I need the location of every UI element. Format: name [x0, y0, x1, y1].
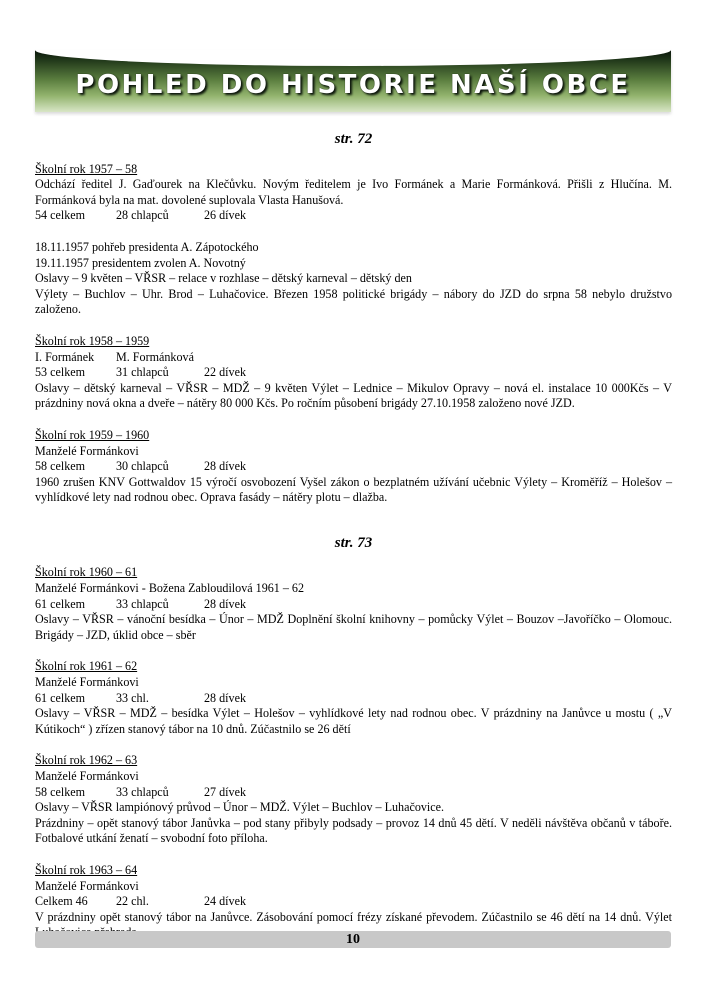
paragraph: Výlety – Buchlov – Uhr. Brod – Luhačovice. Březen 1958 politické brigády – nábory do JZD do srpna 58 nebylo družstvo založeno.	[35, 286, 672, 317]
event-line: 19.11.1957 presidentem zvolen A. Novotný	[35, 255, 246, 270]
count-boys: 33 chlapců	[116, 596, 169, 611]
count-boys: 30 chlapců	[116, 459, 169, 474]
pupil-counts	[35, 365, 672, 381]
count-girls: 27 dívek	[204, 784, 246, 799]
school-year-heading: Školní rok 1961 – 62	[35, 659, 138, 674]
header-banner	[35, 50, 671, 112]
paragraph: Oslavy – dětský karneval – VŘSR – MDŽ – 9 květen Výlet – Lednice – Mikulov Opravy – nová el. instalace 10 000Kčs – V prázdniny nová okna a dveře – nátěry 80 000 Kčs. Po ročním působení brigády 27.10.1958 založeno nové JZD.	[35, 380, 672, 411]
count-total: 61 celkem	[35, 690, 86, 705]
events-1957	[35, 240, 672, 318]
teacher-name: M. Formánková	[116, 349, 194, 364]
count-girls: 26 dívek	[204, 208, 246, 223]
pupil-counts	[35, 597, 672, 613]
school-year-heading: Školní rok 1963 – 64	[35, 862, 138, 877]
pupil-counts	[35, 459, 672, 475]
count-boys: 31 chlapců	[116, 365, 169, 380]
school-year-heading: Školní rok 1958 – 1959	[35, 333, 150, 348]
school-year-1962	[35, 753, 672, 847]
school-year-1957	[35, 162, 672, 224]
footer-bar	[35, 931, 671, 948]
count-girls: 24 dívek	[204, 894, 246, 909]
school-year-heading: Školní rok 1962 – 63	[35, 753, 138, 768]
school-year-heading: Školní rok 1957 – 58	[35, 161, 138, 176]
school-year-1958	[35, 334, 672, 412]
count-total: 61 celkem	[35, 596, 86, 611]
count-boys: 28 chlapců	[116, 208, 169, 223]
paragraph: Oslavy – VŘSR – MDŽ – besídka Výlet – Holešov – vyhlídkové lety nad rodnou obec. V prázdniny na Janůvce u mostu ( „V Kútikoch“ ) zřízen stanový tábor na 10 dnů. Zúčastnilo se 26 dětí	[35, 706, 672, 736]
page-reference-73: str. 73	[334, 534, 373, 551]
teachers: Manželé Formánkovi	[35, 675, 139, 690]
paragraph: Odchází ředitel J. Gaďourek na Klečůvku. Novým ředitelem je Ivo Formánek a Marie Formánková. Přišli z Hlučína. M. Formánková byla na mat. dovolené suplovala Vlasta Hanušová.	[35, 177, 672, 207]
pupil-counts	[35, 691, 672, 707]
teacher-name: I. Formánek	[35, 349, 95, 364]
count-girls: 28 dívek	[204, 459, 246, 474]
count-girls: 22 dívek	[204, 365, 246, 380]
event-line: Oslavy – 9 květen – VŘSR – relace v rozhlase – dětský karneval – dětský den	[35, 271, 412, 286]
count-boys: 33 chl.	[116, 690, 149, 705]
teachers: Manželé Formánkovi	[35, 443, 139, 458]
school-year-heading: Školní rok 1960 – 61	[35, 565, 138, 580]
pupil-counts	[35, 894, 672, 910]
teachers	[35, 350, 672, 366]
count-girls: 28 dívek	[204, 596, 246, 611]
teachers: Manželé Formánkovi	[35, 878, 139, 893]
page-number: 10	[346, 932, 360, 947]
school-year-1960	[35, 565, 672, 643]
pupil-counts	[35, 785, 672, 801]
paragraph: 1960 zrušen KNV Gottwaldov 15 výročí osvobození Vyšel zákon o bezplatném užívání učebnic Výlety – Kroměříž – Holešov – vyhlídkové lety nad rodnou obec. Oprava fasády – nátěry plotu – dlažba.	[35, 474, 672, 505]
teachers: Manželé Formánkovi - Božena Zabloudilová 1961 – 62	[35, 581, 305, 596]
paragraph: Prázdniny – opět stanový tábor Janůvka – pod stany přibyly podsady – provoz 14 dnů 45 dětí. V neděli návštěva občanů v táboře. Fotbalové utkání ženatí – svobodní foto příloha.	[35, 815, 672, 846]
count-boys: 33 chlapců	[116, 784, 169, 799]
pupil-counts	[35, 208, 672, 224]
count-total: Celkem 46	[35, 894, 88, 909]
paragraph: V prázdniny opět stanový tábor na Janůvce. Zásobování pomocí frézy získané převodem. Zúčastnilo se 46 dětí na 14 dnů. Výlet	[35, 909, 672, 924]
count-total: 53 celkem	[35, 365, 86, 380]
count-girls: 28 dívek	[204, 690, 246, 705]
page-content	[35, 132, 672, 955]
school-year-1959	[35, 428, 672, 506]
banner-title: POHLED DO HISTORIE NAŠÍ OBCE	[75, 70, 631, 100]
page-reference-72: str. 72	[334, 131, 373, 147]
school-year-1963	[35, 863, 672, 941]
count-total: 54 celkem	[35, 208, 86, 223]
school-year-1961	[35, 659, 672, 737]
count-total: 58 celkem	[35, 784, 86, 799]
event-line: 18.11.1957 pohřeb presidenta A. Zápotockého	[35, 239, 259, 254]
school-year-heading: Školní rok 1959 – 1960	[35, 427, 150, 442]
paragraph: Oslavy – VŘSR lampiónový průvod – Únor – MDŽ. Výlet – Buchlov – Luhačovice.	[35, 800, 445, 815]
paragraph: Oslavy – VŘSR – vánoční besídka – Únor – MDŽ Doplnění školní knihovny – pomůcky Výlet – Bouzov –Javoříčko – Olomouc. Brigády – JZD, úklid obce – sběr	[35, 612, 672, 642]
count-total: 58 celkem	[35, 459, 86, 474]
teachers: Manželé Formánkovi	[35, 769, 139, 783]
count-boys: 22 chl.	[116, 894, 149, 909]
